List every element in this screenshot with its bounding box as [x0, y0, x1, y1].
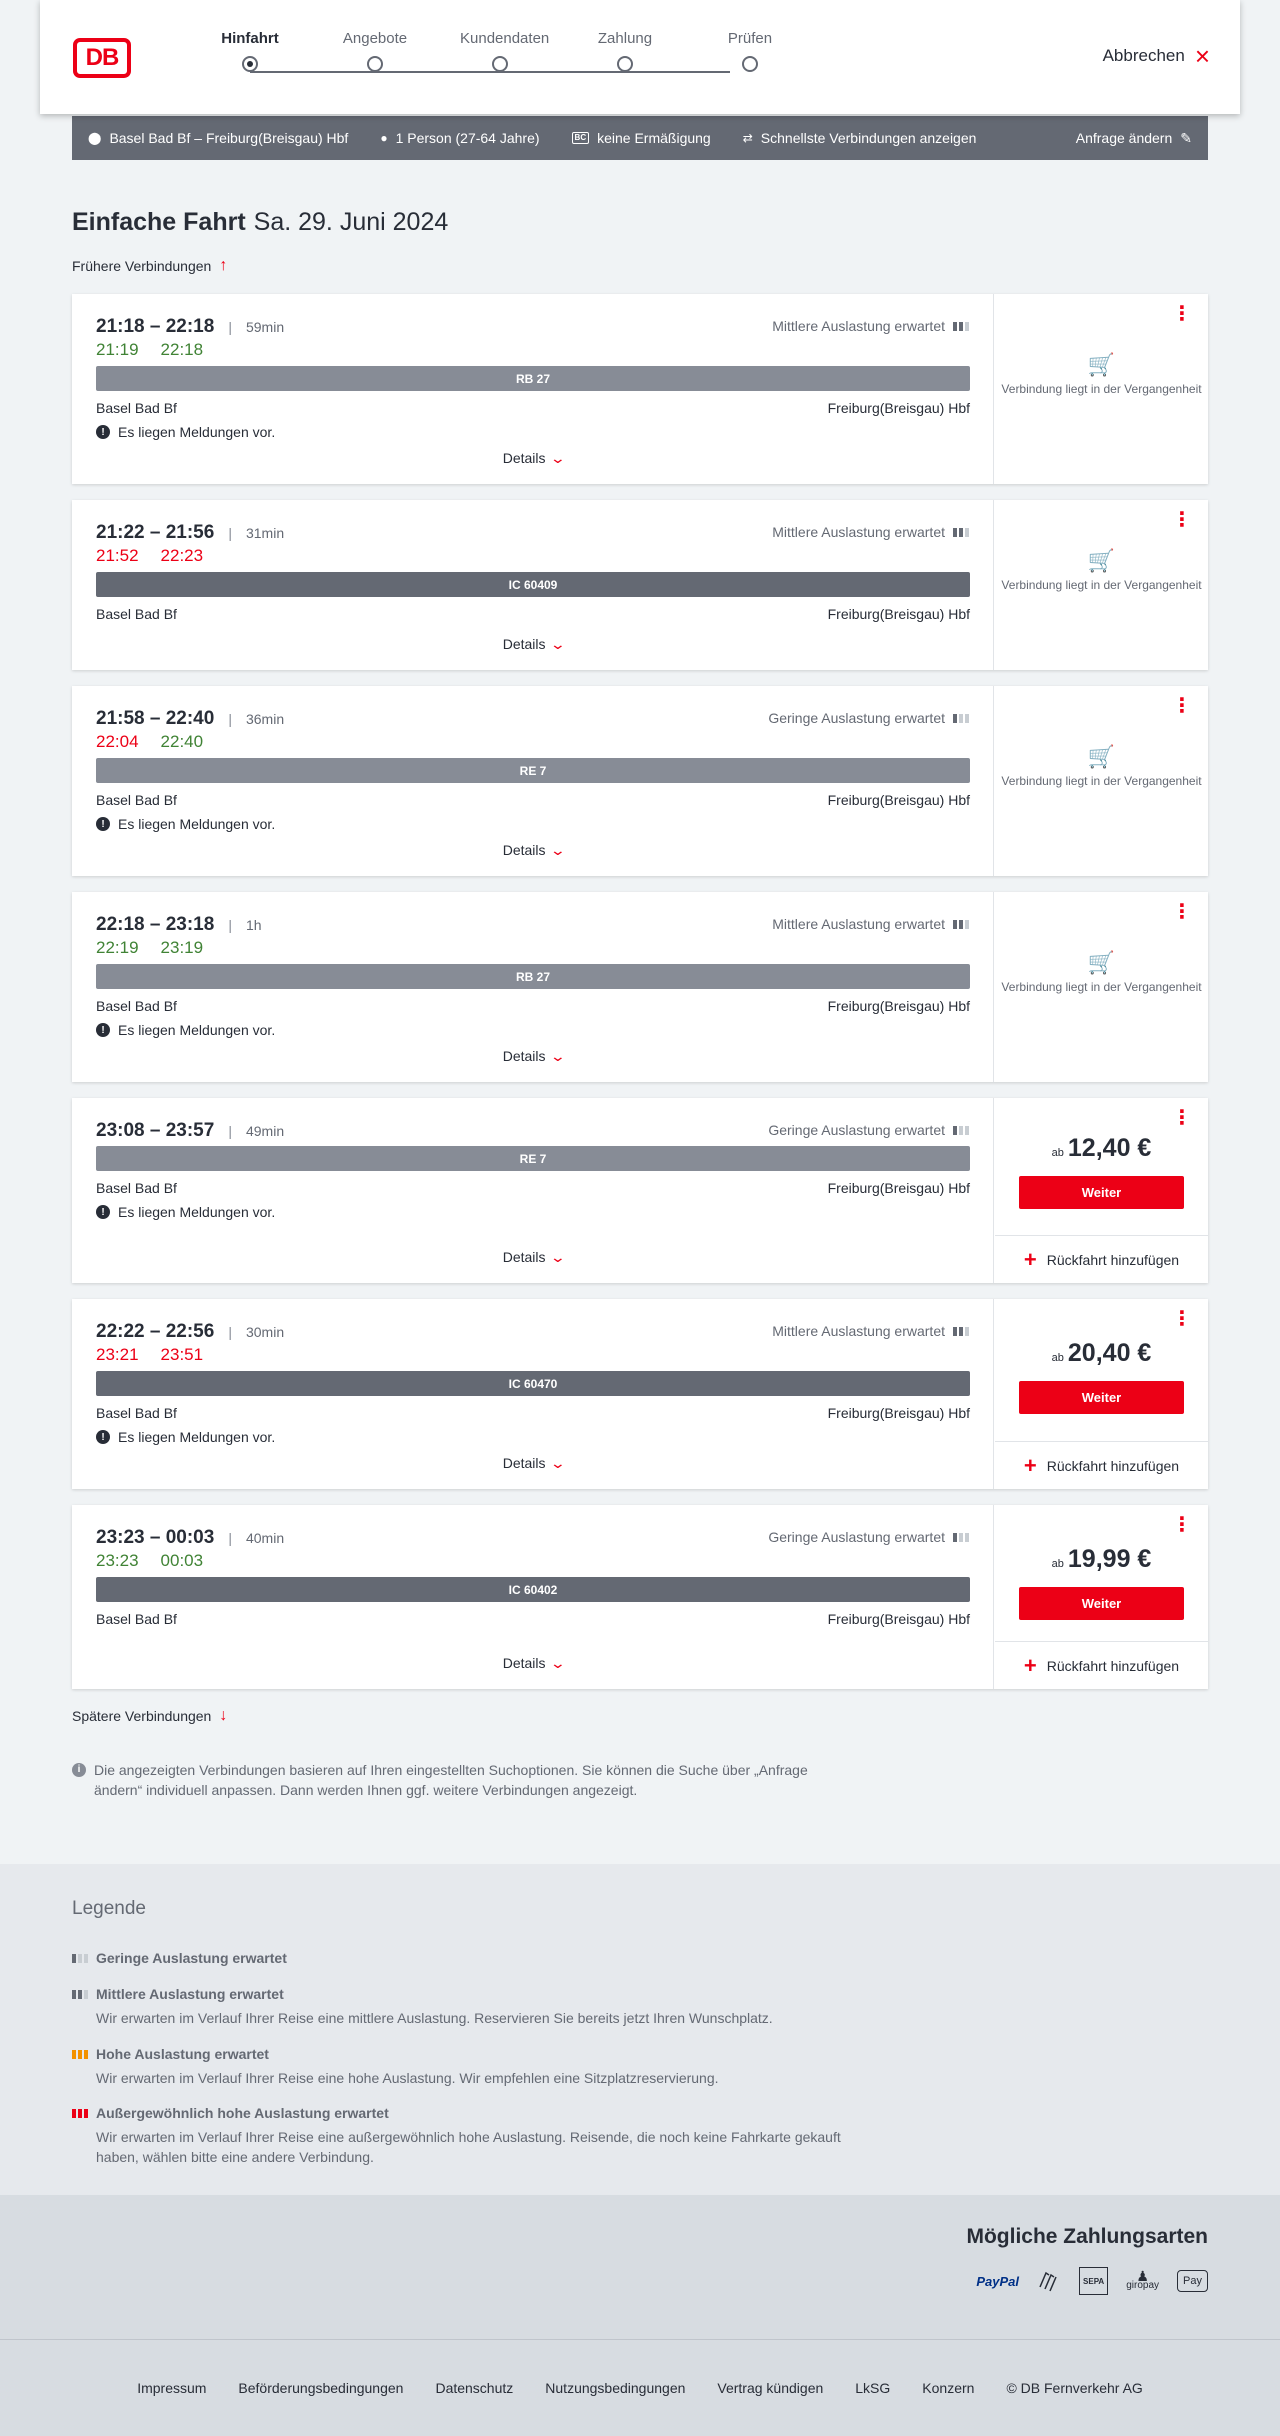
connection-times — [96, 708, 284, 730]
train-bar[interactable]: IC 60402 — [96, 1577, 970, 1602]
departure-station: Basel Bad Bf — [96, 998, 177, 1014]
step-hinfahrt[interactable] — [210, 30, 290, 72]
plus-icon: + — [1023, 1452, 1037, 1478]
legend-item-low — [72, 1950, 872, 1966]
connection-stops — [96, 606, 970, 622]
query-route-text: Basel Bad Bf – Freiburg(Breisgau) Hbf — [109, 130, 349, 146]
connection-stops — [96, 998, 970, 1014]
connection-stops — [96, 792, 970, 808]
planned-times: 21:18 – 22:18 — [96, 316, 215, 337]
info-icon: i — [72, 1763, 86, 1777]
chevron-down-icon: ⌄ — [549, 842, 566, 858]
load-text: Mittlere Auslastung erwartet — [772, 916, 945, 932]
connection-times — [96, 1527, 284, 1549]
departure-station: Basel Bad Bf — [96, 400, 177, 416]
giropay-figure-icon: ♟ — [1136, 2268, 1149, 2284]
paypal-icon: PayPal — [976, 2273, 1020, 2289]
planned-times: 23:08 – 23:57 — [96, 1120, 215, 1141]
load-indicator — [772, 1323, 969, 1339]
realtime-departure: 23:21 — [96, 1345, 139, 1364]
realtime-times — [96, 938, 203, 958]
footer-link-konzern[interactable]: Konzern — [922, 2380, 975, 2396]
query-summary-bar — [72, 116, 1208, 160]
cart-unavailable-icon: 🛒 — [1087, 744, 1116, 769]
load-text: Geringe Auslastung erwartet — [768, 1529, 945, 1545]
details-label: Details — [502, 1048, 546, 1064]
load-text: Mittlere Auslastung erwartet — [772, 1323, 945, 1339]
add-return-trip-label: Rückfahrt hinzufügen — [1046, 1657, 1180, 1674]
query-discount — [572, 130, 711, 146]
train-bar[interactable]: RB 27 — [96, 366, 970, 391]
details-toggle[interactable] — [72, 1455, 994, 1472]
footer-link-nutzung[interactable]: Nutzungsbedingungen — [545, 2380, 686, 2396]
search-info — [72, 1760, 852, 1800]
more-options-icon[interactable]: ⋮ — [1172, 1514, 1192, 1536]
connection-main — [72, 1505, 994, 1689]
very-high-load-icon — [72, 2109, 88, 2118]
load-text: Mittlere Auslastung erwartet — [772, 318, 945, 334]
swap-arrows-icon: ⇄ — [742, 131, 753, 145]
step-kundendaten[interactable] — [460, 30, 550, 72]
step-label: Hinfahrt — [221, 30, 279, 47]
add-return-trip-label: Rückfahrt hinzufügen — [1046, 1251, 1180, 1268]
location-pin-icon: ⬤ — [88, 131, 102, 145]
price — [995, 1545, 1208, 1574]
duration: 1h — [245, 917, 262, 933]
details-label: Details — [502, 1655, 546, 1671]
arrival-station: Freiburg(Breisgau) Hbf — [827, 1180, 970, 1196]
payment-title: Mögliche Zahlungsarten — [966, 2225, 1208, 2248]
message-text: Es liegen Meldungen vor. — [118, 1429, 276, 1445]
realtime-departure: 22:04 — [96, 732, 139, 751]
arrival-station: Freiburg(Breisgau) Hbf — [827, 998, 970, 1014]
query-persons-text: 1 Person (27-64 Jahre) — [395, 130, 540, 146]
legend-item-text: Wir erwarten im Verlauf Ihrer Reise eine hohe Auslastung. Wir empfehlen eine Sitzplatzreservierung. — [96, 2070, 719, 2086]
price-prefix: ab — [1051, 1352, 1064, 1364]
connection-offer — [995, 686, 1208, 876]
details-toggle[interactable] — [72, 636, 994, 653]
sepa-icon: SEPA — [1079, 2267, 1108, 2295]
planned-times: 21:58 – 22:40 — [96, 708, 215, 729]
db-logo[interactable]: DB — [73, 38, 131, 78]
footer-link-impressum[interactable]: Impressum — [137, 2380, 207, 2396]
past-connection-text: Verbindung liegt in der Vergangenheit — [1001, 382, 1202, 396]
chevron-down-icon: ⌄ — [549, 1249, 566, 1265]
price-value: 19,99 € — [1067, 1545, 1152, 1573]
load-indicator — [768, 1529, 969, 1545]
departure-station: Basel Bad Bf — [96, 1405, 177, 1421]
train-bar[interactable]: RE 7 — [96, 758, 970, 783]
step-dot — [367, 56, 383, 72]
train-bar[interactable]: IC 60409 — [96, 572, 970, 597]
cart-unavailable-icon: 🛒 — [1087, 352, 1116, 377]
divider: | — [228, 319, 232, 335]
divider: | — [228, 525, 232, 541]
divider: | — [228, 711, 232, 727]
message-notice — [96, 816, 275, 832]
bahncard-icon: BC — [572, 132, 590, 144]
connection-card[interactable] — [72, 1299, 1208, 1489]
legend-item-medium — [72, 1986, 872, 2028]
realtime-departure: 21:52 — [96, 546, 139, 565]
alert-icon: ! — [96, 1023, 110, 1037]
connection-main — [72, 500, 994, 670]
person-icon: ● — [380, 131, 388, 145]
load-level-icon — [953, 1327, 969, 1336]
message-text: Es liegen Meldungen vor. — [118, 1204, 276, 1220]
connection-main — [72, 1098, 994, 1283]
departure-station: Basel Bad Bf — [96, 1180, 177, 1196]
train-bar[interactable]: RE 7 — [96, 1146, 970, 1171]
load-level-icon — [953, 1533, 969, 1542]
connection-times — [96, 316, 284, 338]
connection-main — [72, 686, 994, 876]
legend-item-high — [72, 2046, 872, 2088]
connection-times — [96, 522, 284, 544]
connection-card[interactable] — [72, 294, 1208, 484]
legend-item-title: Mittlere Auslastung erwartet — [96, 1986, 284, 2002]
departure-station: Basel Bad Bf — [96, 1611, 177, 1627]
giropay-label: giropay — [1126, 2280, 1160, 2291]
chevron-down-icon: ⌄ — [549, 636, 566, 652]
departure-station: Basel Bad Bf — [96, 792, 177, 808]
load-level-icon — [953, 920, 969, 929]
chevron-down-icon: ⌄ — [549, 450, 566, 466]
cart-unavailable-icon: 🛒 — [1087, 548, 1116, 573]
realtime-arrival: 23:19 — [160, 938, 204, 957]
price-value: 12,40 € — [1067, 1134, 1152, 1162]
planned-times: 22:18 – 23:18 — [96, 914, 215, 935]
creditcard-icon — [1037, 2267, 1061, 2295]
chevron-down-icon: ⌄ — [549, 1455, 566, 1471]
planned-times: 23:23 – 00:03 — [96, 1527, 215, 1548]
step-zahlung[interactable] — [585, 30, 665, 72]
step-dot — [742, 56, 758, 72]
high-load-icon — [72, 2050, 88, 2059]
add-return-trip-button[interactable] — [995, 1235, 1208, 1283]
edit-query-button[interactable] — [1076, 130, 1192, 147]
connection-times — [96, 914, 262, 936]
continue-button[interactable]: Weiter — [1019, 1381, 1184, 1414]
legend-section — [0, 1864, 1280, 2195]
past-connection-notice — [995, 744, 1208, 789]
arrival-station: Freiburg(Breisgau) Hbf — [827, 400, 970, 416]
realtime-arrival: 00:03 — [160, 1551, 204, 1570]
step-label: Kundendaten — [460, 30, 550, 47]
add-return-trip-button[interactable] — [995, 1441, 1208, 1489]
legend-item-text: Wir erwarten im Verlauf Ihrer Reise eine mittlere Auslastung. Reservieren Sie bereits jetzt Ihren Wunschplatz. — [96, 2010, 773, 2026]
load-indicator — [772, 318, 969, 334]
message-notice — [96, 424, 275, 440]
connection-offer — [995, 1299, 1208, 1489]
load-text: Geringe Auslastung erwartet — [768, 710, 945, 726]
progress-steps — [210, 30, 773, 80]
arrow-down-icon: ↓ — [219, 1707, 228, 1724]
connection-main — [72, 892, 994, 1082]
realtime-arrival: 22:40 — [160, 732, 204, 751]
search-info-text: Die angezeigten Verbindungen basieren auf Ihren eingestellten Suchoptionen. Sie können die Suche über „Anfrage ändern“ individuell anpassen. Dann werden Ihnen ggf. weitere Verbindungen angezeigt. — [94, 1762, 808, 1798]
past-connection-text: Verbindung liegt in der Vergangenheit — [1001, 980, 1202, 994]
realtime-departure: 21:19 — [96, 340, 139, 359]
details-toggle[interactable] — [72, 842, 994, 859]
edit-query-label: Anfrage ändern — [1075, 130, 1173, 146]
duration: 59min — [245, 319, 285, 335]
realtime-times — [96, 1551, 203, 1571]
query-discount-text: keine Ermäßigung — [597, 130, 711, 146]
price — [995, 1134, 1208, 1163]
realtime-times — [96, 340, 203, 360]
divider: | — [228, 1324, 232, 1340]
later-label: Spätere Verbindungen — [72, 1708, 212, 1724]
footer-link-datenschutz[interactable]: Datenschutz — [435, 2380, 514, 2396]
plus-icon: + — [1023, 1652, 1037, 1678]
arrival-station: Freiburg(Breisgau) Hbf — [827, 1611, 970, 1627]
connection-card[interactable] — [72, 892, 1208, 1082]
load-indicator — [768, 1122, 969, 1138]
add-return-trip-label: Rückfahrt hinzufügen — [1046, 1457, 1180, 1474]
arrival-station: Freiburg(Breisgau) Hbf — [827, 792, 970, 808]
connection-card[interactable] — [72, 1098, 1208, 1283]
step-dot — [242, 56, 258, 72]
details-toggle[interactable] — [72, 1048, 994, 1065]
step-dot — [492, 56, 508, 72]
legend-title: Legende — [72, 1898, 146, 1919]
message-text: Es liegen Meldungen vor. — [118, 1022, 276, 1038]
legend-item-text: Wir erwarten im Verlauf Ihrer Reise eine außergewöhnlich hohe Auslastung. Reisende, die noch keine Fahrkarte gekauft haben, wählen bitte eine andere Verbindung. — [96, 2129, 841, 2165]
details-toggle[interactable] — [72, 450, 994, 467]
connection-card[interactable] — [72, 500, 1208, 670]
step-angebote[interactable] — [335, 30, 415, 72]
legend-item-title: Außergewöhnlich hohe Auslastung erwartet — [96, 2105, 389, 2121]
connection-offer — [995, 294, 1208, 484]
departure-station: Basel Bad Bf — [96, 606, 177, 622]
alert-icon: ! — [96, 1205, 110, 1219]
chevron-down-icon: ⌄ — [549, 1655, 566, 1671]
footer-link-befoerderung[interactable]: Beförderungsbedingungen — [238, 2380, 404, 2396]
page-title — [72, 208, 448, 237]
divider: | — [228, 1530, 232, 1546]
details-label: Details — [502, 1249, 546, 1265]
continue-button[interactable]: Weiter — [1019, 1176, 1184, 1209]
later-connections-link[interactable] — [72, 1707, 227, 1725]
load-level-icon — [953, 714, 969, 723]
price-prefix: ab — [1051, 1558, 1064, 1570]
details-label: Details — [502, 450, 546, 466]
step-pruefen[interactable] — [710, 30, 790, 72]
earlier-connections-link[interactable] — [72, 257, 227, 275]
connection-stops — [96, 1180, 970, 1196]
query-persons — [380, 130, 539, 146]
connection-main — [72, 294, 994, 484]
step-dot — [617, 56, 633, 72]
connection-card[interactable] — [72, 1505, 1208, 1689]
step-label: Angebote — [342, 30, 408, 47]
load-level-icon — [953, 1126, 969, 1135]
divider: | — [228, 1123, 232, 1139]
low-load-icon — [72, 1954, 88, 1963]
planned-times: 22:22 – 22:56 — [96, 1321, 215, 1342]
load-level-icon — [953, 528, 969, 537]
connection-offer — [995, 1505, 1208, 1689]
load-indicator — [772, 524, 969, 540]
query-fastest — [743, 130, 977, 146]
connection-main — [72, 1299, 994, 1489]
payment-section — [0, 2195, 1280, 2339]
chevron-down-icon: ⌄ — [549, 1048, 566, 1064]
close-icon: × — [1194, 41, 1210, 71]
plus-icon: + — [1023, 1246, 1037, 1272]
train-bar[interactable]: IC 60470 — [96, 1371, 970, 1396]
price-prefix: ab — [1051, 1147, 1064, 1159]
legend-item-title: Hohe Auslastung erwartet — [96, 2046, 269, 2062]
duration: 36min — [245, 711, 285, 727]
message-notice — [96, 1204, 275, 1220]
message-text: Es liegen Meldungen vor. — [118, 424, 276, 440]
realtime-arrival: 22:18 — [160, 340, 204, 359]
alert-icon: ! — [96, 1430, 110, 1444]
details-label: Details — [502, 636, 546, 652]
alert-icon: ! — [96, 817, 110, 831]
more-options-icon[interactable]: ⋮ — [1172, 303, 1192, 325]
connection-card[interactable] — [72, 686, 1208, 876]
duration: 49min — [245, 1123, 285, 1139]
trip-date: Sa. 29. Juni 2024 — [253, 208, 449, 236]
pencil-icon: ✎ — [1180, 129, 1192, 146]
connection-offer — [995, 1098, 1208, 1283]
cancel-label: Abbrechen — [1102, 46, 1185, 65]
load-indicator — [768, 710, 969, 726]
arrival-station: Freiburg(Breisgau) Hbf — [827, 606, 970, 622]
header — [40, 0, 1240, 114]
details-label: Details — [502, 842, 546, 858]
more-options-icon[interactable]: ⋮ — [1172, 509, 1192, 531]
load-text: Mittlere Auslastung erwartet — [772, 524, 945, 540]
payment-icons — [976, 2267, 1208, 2295]
cart-unavailable-icon: 🛒 — [1087, 950, 1116, 975]
legend-item-title: Geringe Auslastung erwartet — [96, 1950, 287, 1966]
medium-load-icon — [72, 1990, 88, 1999]
details-toggle[interactable] — [72, 1655, 994, 1672]
arrival-station: Freiburg(Breisgau) Hbf — [827, 1405, 970, 1421]
realtime-departure: 22:19 — [96, 938, 139, 957]
arrow-up-icon: ↑ — [219, 257, 228, 274]
past-connection-notice — [995, 950, 1208, 995]
realtime-times — [96, 546, 203, 566]
connection-stops — [96, 400, 970, 416]
past-connection-notice — [995, 352, 1208, 397]
connection-offer — [995, 500, 1208, 670]
connection-times — [96, 1120, 284, 1142]
price-value: 20,40 € — [1067, 1339, 1152, 1367]
footer — [0, 2339, 1280, 2436]
details-toggle[interactable] — [72, 1249, 994, 1266]
cancel-button[interactable] — [1102, 41, 1210, 71]
realtime-arrival: 22:23 — [160, 546, 204, 565]
load-level-icon — [953, 322, 969, 331]
realtime-times — [96, 732, 203, 752]
message-notice — [96, 1022, 275, 1038]
realtime-arrival: 23:51 — [160, 1345, 204, 1364]
past-connection-text: Verbindung liegt in der Vergangenheit — [1001, 774, 1202, 788]
connection-stops — [96, 1611, 970, 1627]
earlier-label: Frühere Verbindungen — [72, 258, 212, 274]
load-indicator — [772, 916, 969, 932]
step-label: Prüfen — [727, 30, 773, 47]
footer-copyright: © DB Fernverkehr AG — [1006, 2380, 1143, 2396]
more-options-icon[interactable]: ⋮ — [1172, 1308, 1192, 1330]
continue-button[interactable]: Weiter — [1019, 1587, 1184, 1620]
message-notice — [96, 1429, 275, 1445]
connection-times — [96, 1321, 284, 1343]
past-connection-text: Verbindung liegt in der Vergangenheit — [1001, 578, 1202, 592]
more-options-icon[interactable]: ⋮ — [1172, 695, 1192, 717]
load-text: Geringe Auslastung erwartet — [768, 1122, 945, 1138]
price — [995, 1339, 1208, 1368]
realtime-times — [96, 1345, 203, 1365]
add-return-trip-button[interactable] — [995, 1641, 1208, 1689]
query-route — [88, 130, 348, 146]
realtime-departure: 23:23 — [96, 1551, 139, 1570]
legend-item-very-high — [72, 2105, 872, 2167]
step-label: Zahlung — [597, 30, 653, 47]
message-text: Es liegen Meldungen vor. — [118, 816, 276, 832]
details-label: Details — [502, 1455, 546, 1471]
duration: 30min — [245, 1324, 285, 1340]
divider: | — [228, 917, 232, 933]
duration: 31min — [245, 525, 285, 541]
connection-stops — [96, 1405, 970, 1421]
more-options-icon[interactable]: ⋮ — [1172, 901, 1192, 923]
duration: 40min — [245, 1530, 285, 1546]
connection-offer — [995, 892, 1208, 1082]
footer-link-lksg[interactable]: LkSG — [855, 2380, 891, 2396]
trip-type: Einfache Fahrt — [72, 208, 246, 236]
past-connection-notice — [995, 548, 1208, 593]
query-fastest-text: Schnellste Verbindungen anzeigen — [760, 130, 977, 146]
applepay-icon: Pay — [1177, 2270, 1208, 2292]
planned-times: 21:22 – 21:56 — [96, 522, 215, 543]
footer-link-vertrag-kuendigen[interactable]: Vertrag kündigen — [717, 2380, 824, 2396]
more-options-icon[interactable]: ⋮ — [1172, 1107, 1192, 1129]
alert-icon: ! — [96, 425, 110, 439]
giropay-icon — [1126, 2267, 1159, 2295]
train-bar[interactable]: RB 27 — [96, 964, 970, 989]
